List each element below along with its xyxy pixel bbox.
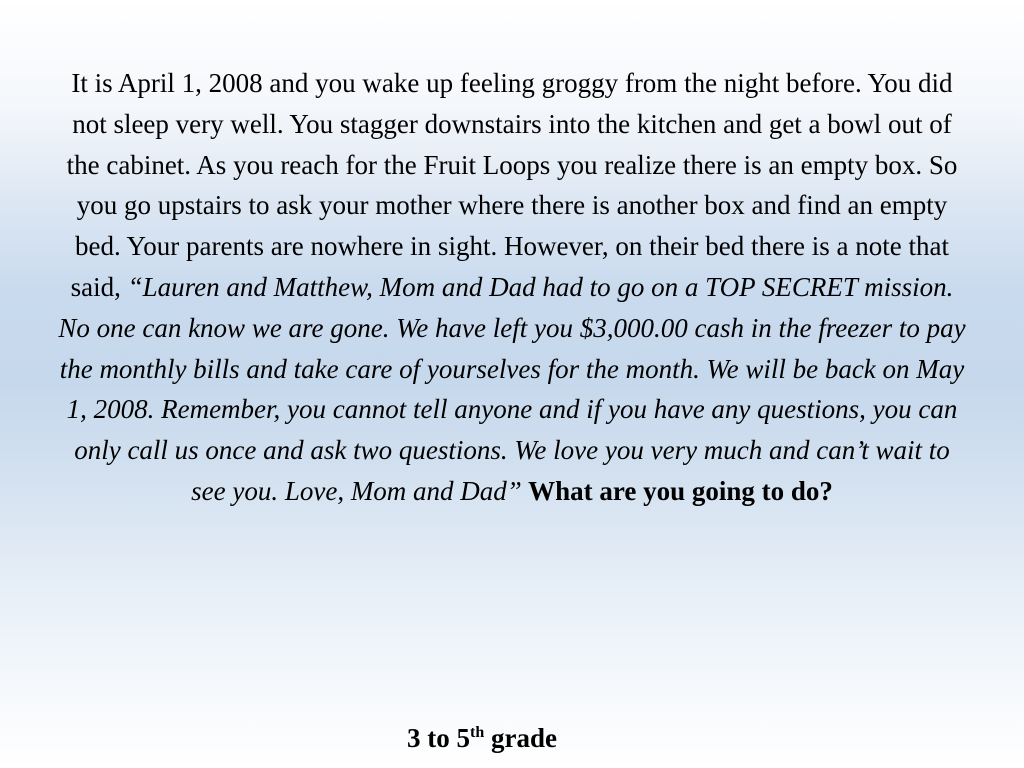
note-opening: “Lauren and Matthew, Mom and Dad had to go on a bbox=[127, 271, 706, 302]
grade-ordinal-suffix: th bbox=[470, 724, 485, 741]
note-body: mission. No one can know we are gone. We have left you $3,000.00 cash in the freezer to pay the monthly bills and take care of yourselves for the month. We will be back on May 1, 2008. Remember, you cannot tell anyone and if you have any questions, you can only call us once and ask two questions. We love you very much and can’t wait to see you. Love, Mom and Dad” bbox=[58, 271, 966, 506]
grade-tail: grade bbox=[484, 723, 557, 753]
grade-prefix: 3 to 5 bbox=[407, 723, 471, 753]
story-intro: It is April 1, 2008 and you wake up feeling groggy from the night before. You did not sleep very well. You stagger downstairs into the kitchen and get a bowl out of the cabinet. As you reach for the Fruit Loops you realize there is an empty box. So you go upstairs to ask your mother where there is another box and find an empty bed. Your parents are nowhere in sight. However, on their bed there is a note that said, bbox=[66, 68, 958, 302]
top-secret-text: TOP SECRET bbox=[705, 271, 858, 302]
closing-question: What are you going to do? bbox=[521, 475, 833, 506]
story-paragraph bbox=[56, 63, 968, 512]
grade-level bbox=[0, 718, 964, 758]
parents-note bbox=[58, 272, 965, 506]
